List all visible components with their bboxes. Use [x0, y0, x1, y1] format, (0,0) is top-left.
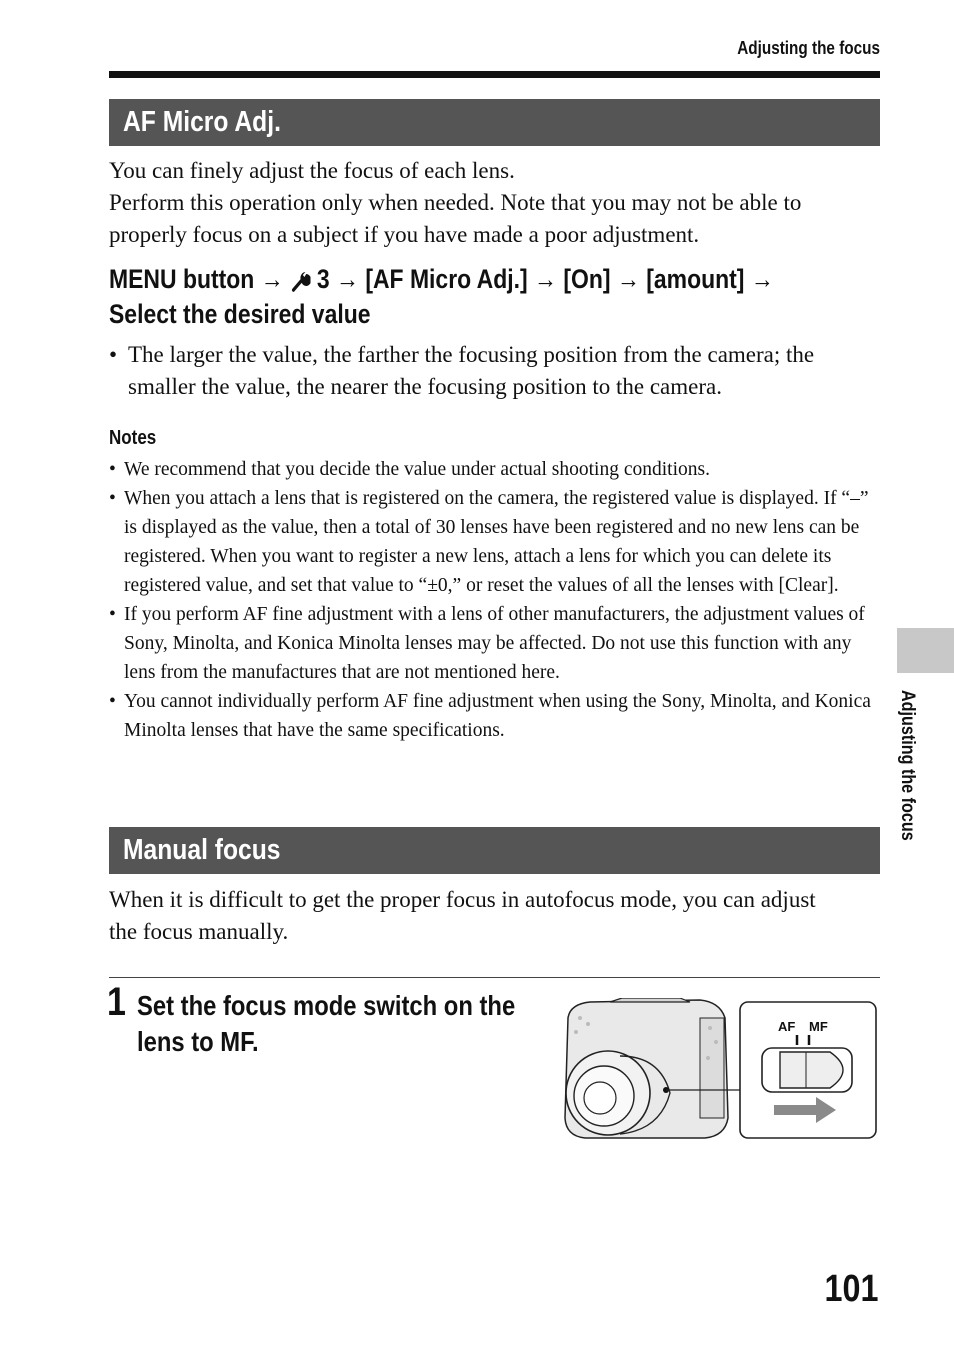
notes-heading: Notes: [109, 427, 157, 449]
step-text: Set the focus mode switch on the lens to MF.: [137, 990, 516, 1057]
bullet-text: The larger the value, the farther the focusing position from the camera; the smaller the value, the nearer the focusing position to the camera.: [128, 342, 815, 399]
running-header: Adjusting the focus: [737, 38, 880, 58]
chapter-side-label: [894, 690, 920, 890]
setup-page-number: 3: [316, 264, 330, 294]
header-rule: [109, 71, 880, 78]
menu-path-line-2: Select the desired value: [109, 299, 371, 329]
list-item: • The larger the value, the farther the focusing position from the camera; the smaller the value, the nearer the focusing position to the camera.: [109, 339, 874, 403]
note-item: • If you perform AF fine adjustment with a lens of other manufacturers, the adjustment values of Sony, Minolta, and Konica Minolta lenses may be affected. Do not use this function with any lens from the manufactures that are not mentioned here.: [109, 600, 884, 687]
chapter-tab-marker: [897, 628, 954, 673]
step-divider: [109, 977, 880, 978]
mf-label: MF: [809, 1019, 828, 1034]
note-item: • We recommend that you decide the value under actual shooting conditions.: [109, 455, 884, 484]
bullet-list: [109, 339, 874, 403]
step-number: 1: [107, 980, 126, 1024]
section-title: AF Micro Adj.: [123, 106, 281, 138]
section-title: Manual focus: [123, 834, 281, 866]
section-heading-af-micro-adj: [109, 99, 880, 146]
intro-line-2: Perform this operation only when needed. Note that you may not be able to properly focus on a subject if you have made a poor adjustment.: [109, 190, 802, 247]
menu-item-amount: [amount]: [646, 264, 745, 294]
menu-button-label: MENU button: [109, 264, 255, 294]
intro-line-1: You can finely adjust the focus of each lens.: [109, 158, 515, 183]
side-label-text: Adjusting the focus: [897, 690, 918, 841]
menu-path: [109, 262, 774, 297]
note-text: We recommend that you decide the value under actual shooting conditions.: [124, 459, 710, 480]
right-arrow-icon: →: [616, 264, 640, 294]
note-text: If you perform AF fine adjustment with a lens of other manufacturers, the adjustment values of Sony, Minolta, and Konica Minolta lenses may be affected. Do not use this function with any lens from the manufactures that are not mentioned here.: [124, 604, 865, 683]
note-item: • When you attach a lens that is registered on the camera, the registered value is displayed. If “–” is displayed as the value, then a total of 30 lenses have been registered and no new lens can be registered. When you want to register a new lens, attach a lens for which you can delete its registered value, and set that value to “±0,” or reset the values of all the lenses with [Clear].: [109, 484, 884, 600]
right-arrow-icon: →: [335, 264, 359, 294]
section1-intro: [109, 155, 884, 251]
section2-intro: [109, 884, 849, 948]
note-item: • You cannot individually perform AF fine adjustment when using the Sony, Minolta, and Konica Minolta lenses that have the same specifications.: [109, 687, 884, 745]
menu-item-af-micro-adj: [AF Micro Adj.]: [365, 264, 528, 294]
right-arrow-icon: →: [534, 264, 558, 294]
note-text: You cannot individually perform AF fine adjustment when using the Sony, Minolta, and Konica Minolta lenses that have the same specifications.: [124, 691, 871, 741]
note-text: When you attach a lens that is registered on the camera, the registered value is displayed. If “–” is displayed as the value, then a total of 30 lenses have been registered and no new lens can be registered. When you want to register a new lens, attach a lens for which you can delete its registered value, and set that value to “±0,” or reset the values of all the lenses with [Clear].: [124, 488, 869, 596]
camera-illustration: [560, 998, 880, 1143]
notes-list: [109, 455, 884, 745]
right-arrow-icon: →: [260, 264, 284, 294]
section-heading-manual-focus: [109, 827, 880, 874]
page-number: 101: [824, 1268, 878, 1310]
wrench-icon: [290, 269, 310, 293]
right-arrow-icon: →: [750, 264, 774, 294]
af-label: AF: [778, 1019, 796, 1034]
focus-mode-switch: [762, 1048, 852, 1092]
intro-text: When it is difficult to get the proper focus in autofocus mode, you can adjust the focus manually.: [109, 887, 816, 944]
menu-item-on: [On]: [563, 264, 611, 294]
